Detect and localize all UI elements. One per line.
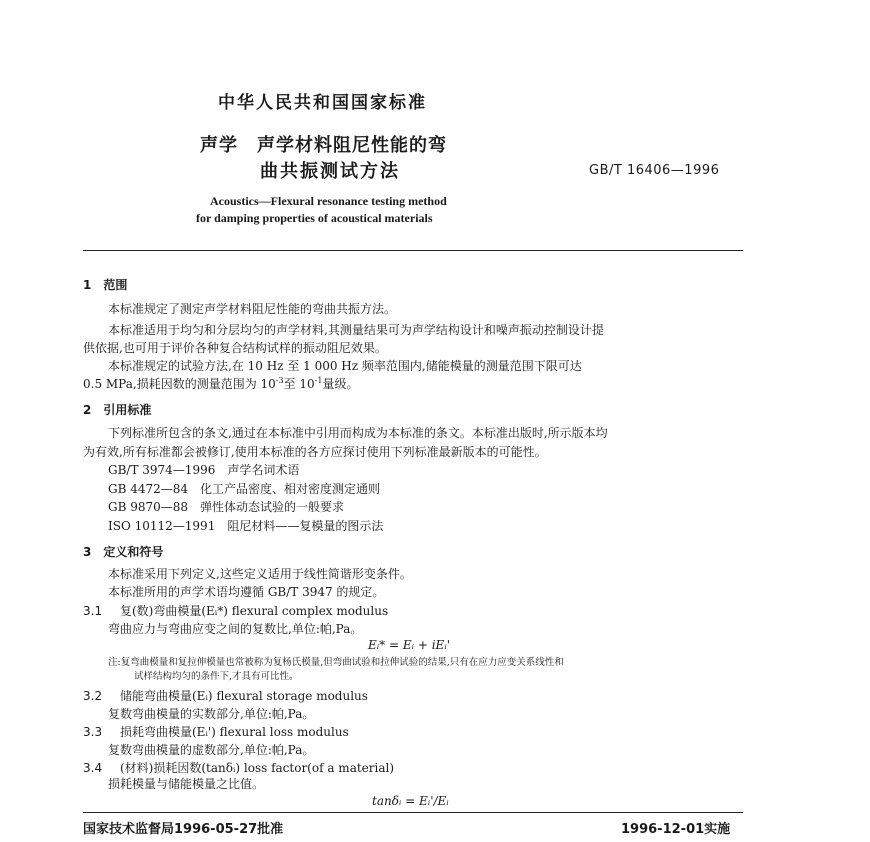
english-title-line1: Acoustics—Flexural resonance testing method <box>210 194 447 208</box>
english-title-line2: for damping properties of acoustical materials <box>196 211 433 225</box>
section-1-heading: 1 范围 <box>83 278 128 292</box>
definition-3-1-term: 复(数)弯曲模量(Eᵢ*) flexural complex modulus <box>120 604 389 618</box>
section-3-heading: 3 定义和符号 <box>83 545 164 559</box>
note-line-1: 注:复弯曲模量和复拉伸模量也常被称为复杨氏模量,但弯曲试验和拉伸试验的结果,只有在应力应变关系线性和 <box>108 657 564 668</box>
document-title-line1: 声学 声学材料阻尼性能的弯 <box>200 135 447 156</box>
definition-3-2-term: 储能弯曲模量(Eᵢ) flexural storage modulus <box>120 689 368 703</box>
section-1-para-3a: 本标准规定的试验方法,在 10 Hz 至 1 000 Hz 频率范围内,储能模量的测量范围下限可达 <box>108 359 582 373</box>
definition-3-1-description: 弯曲应力与弯曲应变之间的复数比,单位:帕,Pa。 <box>108 622 363 636</box>
definition-3-4-number: 3.4 <box>83 761 103 775</box>
section-3-para-1: 本标准采用下列定义,这些定义适用于线性简谐形变条件。 <box>108 567 412 581</box>
standard-number: GB/T 16406—1996 <box>589 163 720 178</box>
definition-3-3-number: 3.3 <box>83 725 103 739</box>
national-standard-heading: 中华人民共和国国家标准 <box>218 93 427 113</box>
section-2-para-1a: 下列标准所包含的条文,通过在本标准中引用而构成为本标准的条文。本标准出版时,所示版本均 <box>108 426 608 440</box>
definition-3-1-formula: Eᵢ* = Eᵢ + iEᵢ' <box>368 638 451 652</box>
reference-item: GB/T 3974—1996 声学名词术语 <box>108 463 300 477</box>
definition-3-2-number: 3.2 <box>83 689 103 703</box>
header-divider <box>83 250 743 251</box>
definition-3-1-number: 3.1 <box>83 604 103 618</box>
approval-date: 国家技术监督局1996-05-27批准 <box>83 822 284 837</box>
footer-divider <box>83 812 743 813</box>
reference-item: ISO 10112—1991 阻尼材料——复模量的图示法 <box>108 519 384 533</box>
definition-3-4-description: 损耗模量与储能模量之比值。 <box>108 777 265 791</box>
section-1-para-1: 本标准规定了测定声学材料阻尼性能的弯曲共振方法。 <box>108 302 397 316</box>
definition-3-4-term: (材料)损耗因数(tanδᵢ) loss factor(of a material) <box>120 761 395 775</box>
section-1-para-2a: 本标准适用于均匀和分层均匀的声学材料,其测量结果可为声学结构设计和噪声振动控制设计提 <box>108 323 604 337</box>
section-1-para-2b: 供依据,也可用于评价各种复合结构试样的振动阻尼效果。 <box>83 341 387 355</box>
section-3-para-2: 本标准所用的声学术语均遵循 GB/T 3947 的规定。 <box>108 585 385 599</box>
document-title-line2: 曲共振测试方法 <box>260 161 400 182</box>
note-line-2: 试样结构均匀的条件下,才具有可比性。 <box>134 671 299 682</box>
section-1-para-3b: 0.5 MPa,损耗因数的测量范围为 $10^{-3}$至 $10^{-1}$量级。 <box>83 376 359 391</box>
definition-3-4-formula: tanδᵢ = Eᵢ'/Eᵢ <box>372 794 449 808</box>
reference-item: GB 9870—88 弹性体动态试验的一般要求 <box>108 500 345 514</box>
implementation-date: 1996-12-01实施 <box>621 822 731 837</box>
reference-item: GB 4472—84 化工产品密度、相对密度测定通则 <box>108 482 381 496</box>
definition-3-2-description: 复数弯曲模量的实数部分,单位:帕,Pa。 <box>108 707 315 721</box>
section-2-para-1b: 为有效,所有标准都会被修订,使用本标准的各方应探讨使用下列标准最新版本的可能性。 <box>83 445 547 459</box>
section-2-heading: 2 引用标准 <box>83 403 152 417</box>
definition-3-3-term: 损耗弯曲模量(Eᵢ') flexural loss modulus <box>120 725 349 739</box>
definition-3-3-description: 复数弯曲模量的虚数部分,单位:帕,Pa。 <box>108 743 315 757</box>
